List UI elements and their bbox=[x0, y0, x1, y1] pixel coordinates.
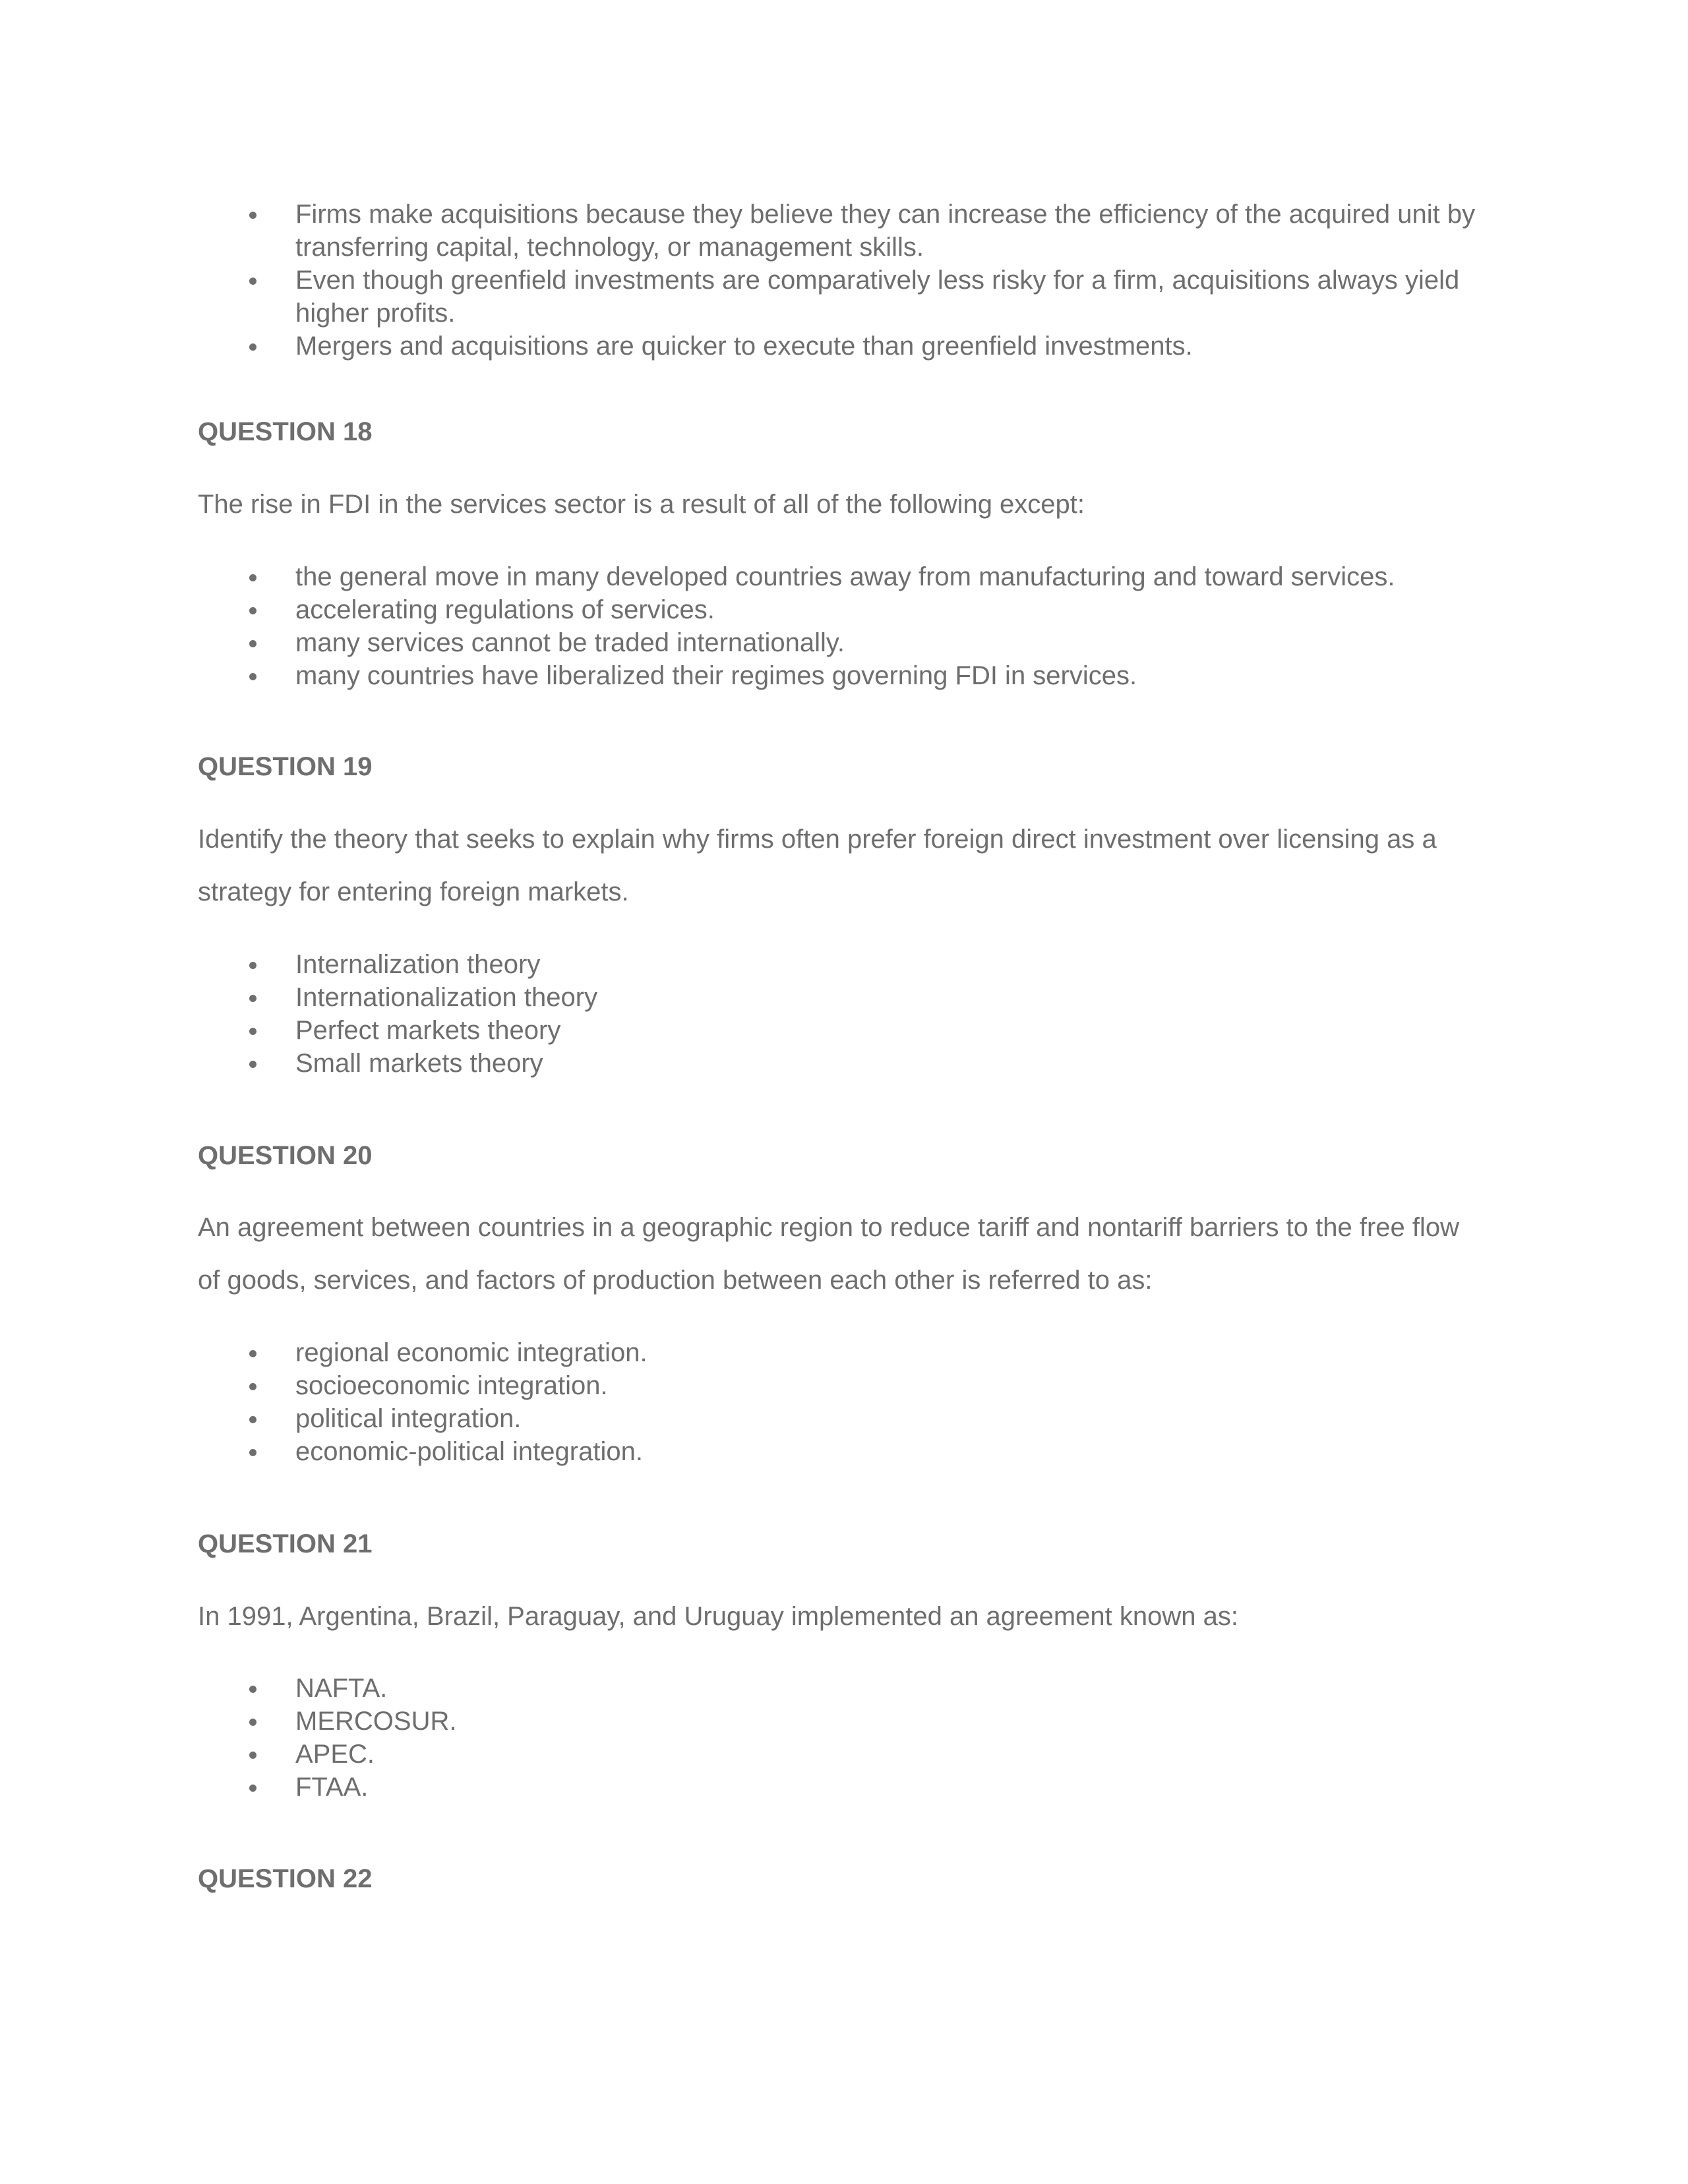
question-text: Identify the theory that seeks to explain why firms often prefer foreign direct investment over licensing as a strategy for entering foreign markets. bbox=[198, 825, 1437, 906]
question-text: An agreement between countries in a geographic region to reduce tariff and nontariff barriers to the free flow of goods, services, and factors of production between each other is referred to as: bbox=[198, 1213, 1460, 1295]
option-item: regional economic integration. bbox=[198, 1336, 1477, 1369]
option-item: Mergers and acquisitions are quicker to execute than greenfield investments. bbox=[198, 330, 1477, 363]
option-item: many services cannot be traded internationally. bbox=[198, 626, 1477, 659]
question-options bbox=[198, 948, 1477, 1080]
option-list bbox=[198, 948, 1477, 1080]
option-item: the general move in many developed countries away from manufacturing and toward services. bbox=[198, 560, 1477, 593]
option-item: Small markets theory bbox=[198, 1047, 1477, 1080]
option-item: FTAA. bbox=[198, 1771, 1477, 1804]
option-item: APEC. bbox=[198, 1738, 1477, 1771]
question-heading: QUESTION 18 bbox=[198, 417, 373, 446]
option-item: MERCOSUR. bbox=[198, 1705, 1477, 1738]
option-item: Perfect markets theory bbox=[198, 1014, 1477, 1047]
option-list bbox=[198, 1336, 1477, 1468]
option-item: political integration. bbox=[198, 1402, 1477, 1435]
option-list bbox=[198, 1672, 1477, 1804]
option-item: accelerating regulations of services. bbox=[198, 593, 1477, 626]
option-item: many countries have liberalized their regimes governing FDI in services. bbox=[198, 659, 1477, 692]
previous-question-options bbox=[198, 198, 1477, 363]
question-heading: QUESTION 20 bbox=[198, 1141, 373, 1170]
question-text: The rise in FDI in the services sector is a result of all of the following except: bbox=[198, 490, 1085, 519]
question-options bbox=[198, 1336, 1477, 1468]
question-heading: QUESTION 21 bbox=[198, 1529, 373, 1558]
option-item: NAFTA. bbox=[198, 1672, 1477, 1705]
option-item: Firms make acquisitions because they believe they can increase the efficiency of the acquired unit by transferring capital, technology, or management skills. bbox=[198, 198, 1477, 264]
question-heading: QUESTION 22 bbox=[198, 1864, 373, 1893]
question-options bbox=[198, 560, 1477, 692]
option-list bbox=[198, 560, 1477, 692]
question-text: In 1991, Argentina, Brazil, Paraguay, and Uruguay implemented an agreement known as: bbox=[198, 1602, 1238, 1631]
option-list bbox=[198, 198, 1477, 363]
option-item: Even though greenfield investments are comparatively less risky for a firm, acquisitions always yield higher profits. bbox=[198, 264, 1477, 330]
question-heading: QUESTION 19 bbox=[198, 752, 373, 781]
option-item: Internationalization theory bbox=[198, 981, 1477, 1014]
option-item: socioeconomic integration. bbox=[198, 1369, 1477, 1402]
option-item: economic-political integration. bbox=[198, 1435, 1477, 1468]
option-item: Internalization theory bbox=[198, 948, 1477, 981]
question-options bbox=[198, 1672, 1477, 1804]
